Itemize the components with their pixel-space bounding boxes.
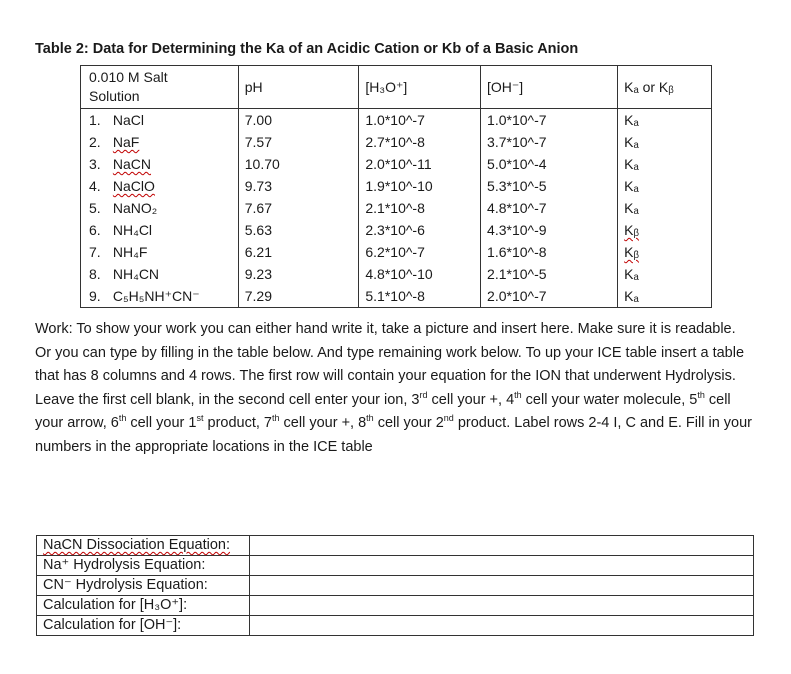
k-type-cell[interactable]: Kₐ	[618, 109, 712, 132]
salt-name: NaCl	[112, 112, 145, 128]
calculation-table	[36, 535, 754, 636]
salt-cell[interactable]	[81, 153, 239, 175]
salt-name: C₅H₅NH⁺CN⁻	[112, 288, 200, 304]
ph-cell[interactable]: 7.57	[238, 131, 359, 153]
table-title: Table 2: Data for Determining the Ka of an Acidic Cation or Kb of a Basic Anion	[35, 41, 579, 57]
header-salt-line2: Solution	[89, 88, 140, 104]
salt-cell[interactable]	[81, 131, 239, 153]
ordinal-suffix: th	[514, 389, 522, 400]
k-type-cell[interactable]: Kₐ	[618, 131, 712, 153]
k-type-text: Kᵦ	[624, 222, 639, 238]
row-number: 3.	[89, 156, 101, 172]
table-row[interactable]	[81, 175, 712, 197]
salt-cell[interactable]	[81, 197, 239, 219]
table-row[interactable]	[81, 285, 712, 308]
oh-cell[interactable]: 3.7*10^-7	[481, 131, 618, 153]
table-row[interactable]	[81, 197, 712, 219]
calc-label: Calculation for [H₃O⁺]:	[37, 596, 250, 616]
header-salt-solution	[81, 66, 239, 109]
salt-name: NaCN	[112, 156, 152, 172]
h3o-cell[interactable]: 6.2*10^-7	[359, 241, 481, 263]
ph-cell[interactable]: 9.73	[238, 175, 359, 197]
h3o-cell[interactable]: 1.0*10^-7	[359, 109, 481, 132]
salt-cell[interactable]	[81, 241, 239, 263]
salt-name: NaF	[112, 134, 140, 150]
ph-cell[interactable]: 10.70	[238, 153, 359, 175]
row-number: 8.	[89, 266, 101, 282]
k-type-cell[interactable]: Kₐ	[618, 285, 712, 308]
calc-row-na-hydrolysis[interactable]	[37, 556, 754, 576]
calc-answer-cell[interactable]	[250, 616, 754, 636]
table-row[interactable]	[81, 241, 712, 263]
work-text-8: cell your 2	[373, 415, 444, 432]
work-text-4: cell your arrow, 6	[35, 391, 731, 432]
calc-answer-cell[interactable]	[250, 596, 754, 616]
oh-cell[interactable]: 2.0*10^-7	[481, 285, 618, 308]
salt-cell[interactable]	[81, 285, 239, 308]
calc-label: CN⁻ Hydrolysis Equation:	[37, 576, 250, 596]
h3o-cell[interactable]: 1.9*10^-10	[359, 175, 481, 197]
ordinal-suffix: nd	[443, 413, 454, 424]
ph-cell[interactable]: 9.23	[238, 263, 359, 285]
ph-cell[interactable]: 5.63	[238, 219, 359, 241]
ordinal-suffix: th	[697, 389, 705, 400]
ordinal-suffix: st	[196, 413, 204, 424]
work-text-2: cell your +, 4	[427, 391, 515, 408]
k-type-cell[interactable]: Kₐ	[618, 263, 712, 285]
salt-cell[interactable]	[81, 219, 239, 241]
ph-cell[interactable]: 7.67	[238, 197, 359, 219]
row-number: 7.	[89, 244, 101, 260]
row-number: 5.	[89, 200, 101, 216]
oh-cell[interactable]: 4.8*10^-7	[481, 197, 618, 219]
header-ph: pH	[238, 66, 359, 109]
oh-cell[interactable]: 5.0*10^-4	[481, 153, 618, 175]
header-ka-kb: Kₐ or Kᵦ	[618, 66, 712, 109]
row-number: 1.	[89, 112, 101, 128]
calc-label: Calculation for [OH⁻]:	[37, 616, 250, 636]
work-text-9: product. Label rows 2-4 I, C and E. Fill in your numbers in the appropriate locations in the ICE table	[35, 415, 753, 455]
row-number: 2.	[89, 134, 101, 150]
calc-label: Na⁺ Hydrolysis Equation:	[37, 556, 250, 576]
work-text-5: cell your 1	[126, 415, 197, 432]
calc-answer-cell[interactable]	[250, 576, 754, 596]
work-text-6: product, 7	[203, 415, 272, 432]
header-oh: [OH⁻]	[481, 66, 618, 109]
row-number: 6.	[89, 222, 101, 238]
oh-cell[interactable]: 5.3*10^-5	[481, 175, 618, 197]
row-number: 9.	[89, 288, 101, 304]
work-instructions	[35, 318, 755, 460]
k-type-cell[interactable]	[618, 219, 712, 241]
salt-cell[interactable]	[81, 175, 239, 197]
salt-name: NaClO	[112, 178, 155, 194]
k-type-cell[interactable]	[618, 241, 712, 263]
k-type-cell[interactable]: Kₐ	[618, 197, 712, 219]
table-row[interactable]	[81, 263, 712, 285]
oh-cell[interactable]: 4.3*10^-9	[481, 219, 618, 241]
oh-cell[interactable]: 2.1*10^-5	[481, 263, 618, 285]
h3o-cell[interactable]: 2.3*10^-6	[359, 219, 481, 241]
calc-row-nacn-dissociation[interactable]	[37, 536, 754, 556]
work-text-3: cell your water molecule, 5	[521, 391, 698, 408]
k-type-cell[interactable]: Kₐ	[618, 153, 712, 175]
calc-answer-cell[interactable]	[250, 536, 754, 556]
h3o-cell[interactable]: 4.8*10^-10	[359, 263, 481, 285]
ordinal-suffix: th	[366, 413, 374, 424]
oh-cell[interactable]: 1.6*10^-8	[481, 241, 618, 263]
salt-data-table	[80, 65, 712, 308]
calc-label	[37, 536, 250, 556]
header-salt-line1: 0.010 M Salt	[89, 69, 168, 85]
header-h3o: [H₃O⁺]	[359, 66, 481, 109]
ordinal-suffix: rd	[419, 389, 428, 400]
work-text-1: Work: To show your work you can either hand write it, take a picture and insert here. Make sure it is readable. Or you can type by filling in the table below. And type remaining work below. To up your ICE table insert a table that has 8 columns and 4 rows. The first row will contain your equation for the ION that underwent Hydrolysis. Leave the first cell blank, in the second cell enter your ion, 3	[35, 321, 745, 408]
table-row[interactable]	[81, 109, 712, 132]
h3o-cell[interactable]: 5.1*10^-8	[359, 285, 481, 308]
ph-cell[interactable]: 7.29	[238, 285, 359, 308]
oh-cell[interactable]: 1.0*10^-7	[481, 109, 618, 132]
ph-cell[interactable]: 7.00	[238, 109, 359, 132]
calc-row-oh[interactable]	[37, 616, 754, 636]
k-type-text: Kᵦ	[624, 244, 639, 260]
k-type-cell[interactable]: Kₐ	[618, 175, 712, 197]
table-row[interactable]	[81, 131, 712, 153]
table-row[interactable]	[81, 219, 712, 241]
salt-name: NaNO₂	[112, 200, 158, 216]
salt-name: NH₄CN	[112, 266, 160, 282]
salt-name: NH₄Cl	[112, 222, 153, 238]
salt-name: NH₄F	[112, 244, 148, 260]
ordinal-suffix: th	[272, 413, 280, 424]
ph-cell[interactable]: 6.21	[238, 241, 359, 263]
calc-row-h3o[interactable]	[37, 596, 754, 616]
salt-cell[interactable]	[81, 109, 239, 132]
calc-row-cn-hydrolysis[interactable]	[37, 576, 754, 596]
row-number: 4.	[89, 178, 101, 194]
calc-label-text: NaCN Dissociation Equation:	[43, 537, 230, 553]
h3o-cell[interactable]: 2.7*10^-8	[359, 131, 481, 153]
salt-cell[interactable]	[81, 263, 239, 285]
h3o-cell[interactable]: 2.0*10^-11	[359, 153, 481, 175]
table-row[interactable]	[81, 153, 712, 175]
calc-answer-cell[interactable]	[250, 556, 754, 576]
ordinal-suffix: th	[118, 413, 127, 424]
h3o-cell[interactable]: 2.1*10^-8	[359, 197, 481, 219]
table-header-row	[81, 66, 712, 109]
work-text-7: cell your +, 8	[279, 415, 367, 432]
